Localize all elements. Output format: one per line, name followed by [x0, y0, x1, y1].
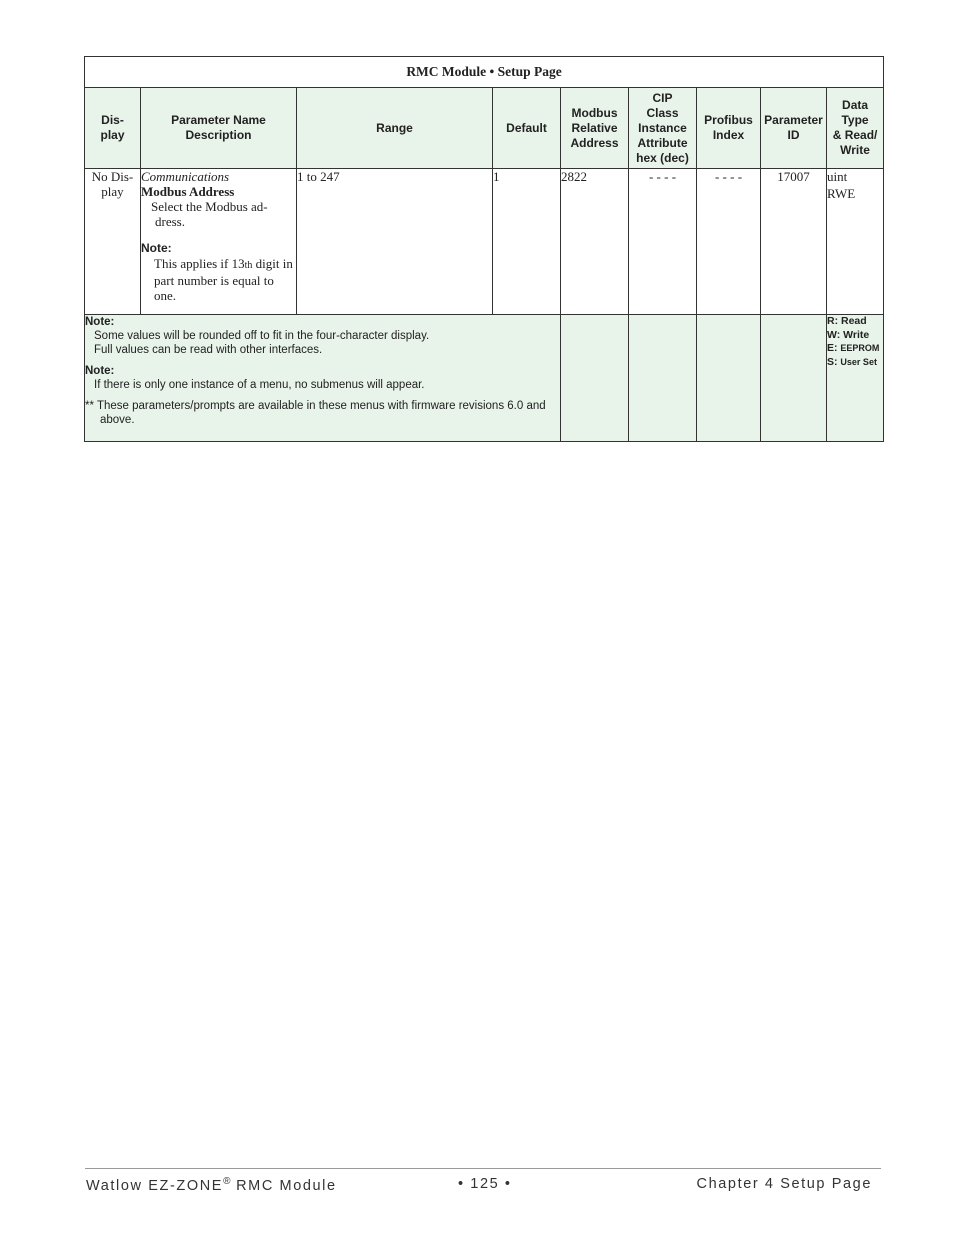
parameter-name: Modbus Address	[141, 184, 235, 199]
notes-empty-2	[629, 315, 697, 442]
footer-product: Watlow EZ-ZONE® RMC Module	[86, 1176, 337, 1194]
cell-display: No Dis- play	[85, 169, 141, 315]
legend-read: R: Read	[827, 315, 867, 327]
table-title: RMC Module • Setup Page	[85, 57, 884, 88]
table-row	[85, 169, 884, 315]
cell-data-type	[827, 169, 884, 315]
cell-default: 1	[493, 169, 561, 315]
header-profibus: Profibus Index	[697, 88, 761, 169]
header-data-type: Data Type & Read/ Write	[827, 88, 884, 169]
setup-parameter-table	[84, 56, 884, 442]
legend-eeprom: E: EEPROM	[827, 342, 880, 354]
legend-user-set: S: User Set	[827, 355, 877, 368]
header-parameter-id: Parameter ID	[761, 88, 827, 169]
header-range: Range	[297, 88, 493, 169]
cell-profibus: - - - -	[697, 169, 761, 315]
parameter-description: Select the Modbus ad- dress.	[151, 199, 268, 229]
footer-chapter: Chapter 4 Setup Page	[696, 1176, 872, 1192]
cell-modbus: 2822	[561, 169, 629, 315]
notes-cell	[85, 315, 561, 442]
rw-legend	[827, 315, 884, 442]
footer-divider	[85, 1168, 881, 1169]
header-cip: CIP Class Instance Attribute hex (dec)	[629, 88, 697, 169]
data-type-value: uint	[827, 169, 848, 184]
header-parameter-name: Parameter Name Description	[141, 88, 297, 169]
note-text-3: ** These parameters/prompts are available in these menus with firmware revisions 6.0 and above.	[85, 400, 546, 426]
cell-cip: - - - -	[629, 169, 697, 315]
note-text-2: If there is only one instance of a menu, no submenus will appear.	[94, 379, 425, 391]
read-write-value: RWE	[827, 186, 856, 201]
notes-empty-1	[561, 315, 629, 442]
cell-range: 1 to 247	[297, 169, 493, 315]
footer-page-number: • 125 •	[458, 1176, 512, 1192]
notes-empty-4	[761, 315, 827, 442]
parameter-category: Communications	[141, 169, 230, 184]
header-display: Dis- play	[85, 88, 141, 169]
parameter-note-label: Note:	[141, 241, 172, 255]
parameter-note-text: This applies if 13th digit in part number is equal to one.	[154, 256, 293, 303]
legend-write: W: Write	[827, 328, 870, 341]
header-modbus: Modbus Relative Address	[561, 88, 629, 169]
note-label-1: Note:	[85, 316, 115, 328]
header-default: Default	[493, 88, 561, 169]
notes-empty-3	[697, 315, 761, 442]
notes-row	[85, 315, 884, 442]
cell-parameter-id: 17007	[761, 169, 827, 315]
note-label-2: Note:	[85, 365, 115, 377]
cell-parameter	[141, 169, 297, 315]
note-text-1: Some values will be rounded off to fit in the four-character display. Full values can be read with other interfaces.	[94, 330, 430, 356]
